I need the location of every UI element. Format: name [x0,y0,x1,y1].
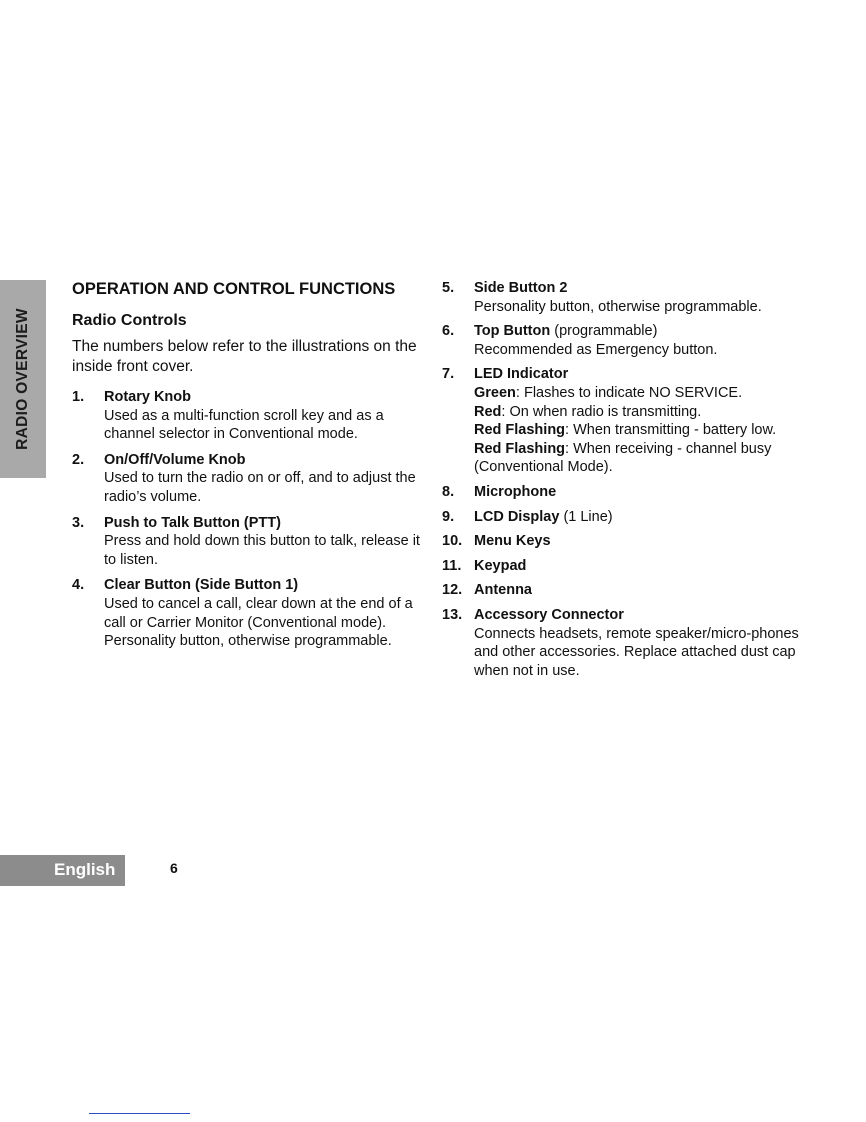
led-red-flashing-tx-text: : When transmitting - battery low. [565,422,777,439]
control-item-11 [442,557,822,576]
led-red-label: Red [474,403,502,420]
page-number: 6 [170,860,178,876]
item-name: Keypad [474,557,527,574]
language-label: English [54,860,116,879]
item-name: Side Button 2 [474,280,568,296]
item-number: 5. [442,280,455,296]
control-item-3 [72,514,428,570]
section-side-tab-label: RADIO OVERVIEW [14,308,31,450]
item-description: Recommended as Emergency button. [474,341,718,358]
control-item-7 [442,365,822,477]
control-item-2 [72,451,428,507]
controls-list-right [442,279,822,680]
controls-list-left [72,388,428,651]
control-item-6 [442,322,822,359]
led-red-flashing-rx-text: : When receiving - channel busy (Conventional Mode). [474,440,772,476]
item-name: Microphone [474,483,557,500]
item-number: 8. [442,483,455,500]
item-name: LED Indicator [474,366,569,383]
item-name: LCD Display [474,508,560,525]
control-item-4 [72,576,428,650]
item-number: 11. [442,557,462,574]
led-red-flashing-rx-label: Red Flashing [474,440,566,457]
item-number: 1. [72,389,85,405]
item-name: Accessory Connector [474,606,624,623]
item-description: Used to cancel a call, clear down at the end of a call or Carrier Monitor (Conventional mode). Personality button, otherwise programmable. [104,595,413,650]
control-item-12 [442,581,822,600]
item-number: 4. [72,577,85,594]
control-item-5 [442,279,822,316]
item-name: Clear Button (Side Button 1) [104,577,299,594]
item-name: On/Off/Volume Knob [104,451,246,468]
item-name: Push to Talk Button (PTT) [104,514,281,531]
item-description: Connects headsets, remote speaker/micro-phones and other accessories. Replace attached dust cap when not in use. [474,625,799,679]
intro-paragraph: The numbers below refer to the illustrations on the inside front cover. [72,338,417,375]
led-red-text: : On when radio is transmitting. [501,403,702,420]
item-number: 10. [442,533,463,550]
led-green-line [474,384,822,403]
control-item-10 [442,532,822,551]
item-description: Personality button, otherwise programmable. [474,298,762,315]
item-name: Menu Keys [474,533,551,550]
section-side-tab [0,280,46,478]
item-number: 2. [72,451,85,468]
item-description: Press and hold down this button to talk, release it to listen. [104,533,420,568]
led-green-label: Green [474,384,516,401]
item-number: 9. [442,508,455,525]
item-number: 12. [442,582,463,599]
item-number: 6. [442,323,455,340]
bottom-rule [89,1113,190,1114]
right-column [442,279,822,680]
item-suffix: (1 Line) [559,508,613,525]
led-green-text: : Flashes to indicate NO SERVICE. [515,384,743,401]
control-item-13 [442,606,822,680]
language-tab [0,855,125,886]
item-number: 13. [442,606,463,623]
section-title: OPERATION AND CONTROL FUNCTIONS [72,280,396,298]
item-number: 3. [72,514,85,531]
control-item-1 [72,388,428,444]
item-name: Rotary Knob [104,389,191,405]
led-red-flashing-tx-label: Red Flashing [474,422,566,439]
item-number: 7. [442,366,455,383]
item-description: Used to turn the radio on or off, and to adjust the radio’s volume. [104,470,416,505]
item-name: Top Button [474,323,551,340]
led-red-flashing-rx-line [474,440,822,477]
left-column [72,279,428,651]
item-name: Antenna [474,582,532,599]
control-item-9 [442,508,822,527]
control-item-8 [442,483,822,502]
led-red-line [474,403,822,422]
led-red-flashing-tx-line [474,421,822,440]
item-description: Used as a multi-function scroll key and as a channel selector in Conventional mode. [104,407,384,443]
item-suffix: (programmable) [550,323,658,340]
sub-title: Radio Controls [72,312,187,329]
